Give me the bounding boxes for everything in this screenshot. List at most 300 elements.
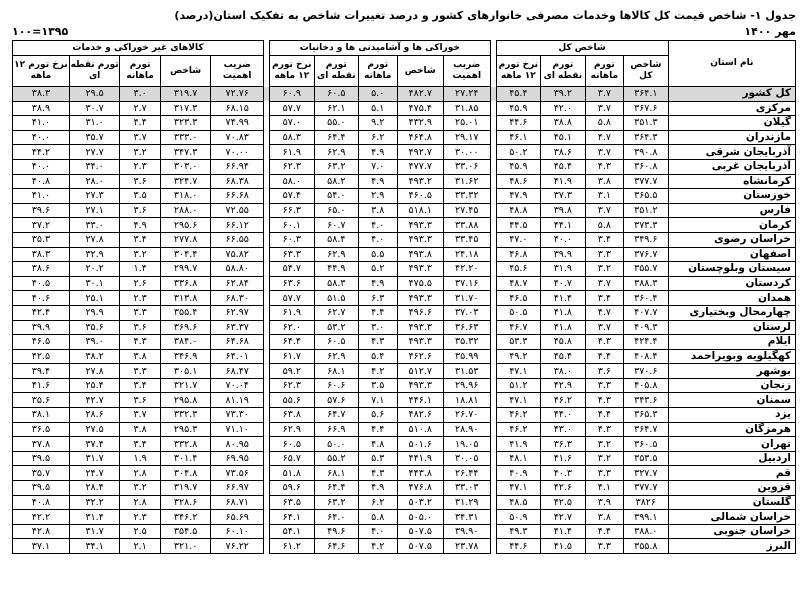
total-cell: ۴۵.۴ (541, 159, 586, 174)
province-name: خراسان شمالی (668, 510, 795, 525)
food-cell: ۵۴.۱ (270, 524, 315, 539)
food-cell: ۶۵.۰ (314, 203, 359, 218)
total-cell: ۴۷.۱ (496, 481, 541, 496)
nonfood-cell: ۱.۹ (120, 451, 160, 466)
total-cell: ۳۹.۹ (541, 247, 586, 262)
food-cell: ۶۳.۸ (270, 408, 315, 423)
nonfood-cell: ۳۳۳.۰ (160, 130, 211, 145)
province-name: هرمزگان (668, 422, 795, 437)
table-row (13, 291, 796, 306)
food-cell: ۳۳.۳۲ (444, 189, 491, 204)
food-cell: ۶۴.۰ (314, 510, 359, 525)
food-cell: ۳۵.۳۲ (444, 335, 491, 350)
nonfood-cell: ۳۴۶.۲ (160, 510, 211, 525)
food-cell: ۲۷.۲۴ (444, 87, 491, 102)
food-cell: ۶۲.۹ (270, 422, 315, 437)
food-cell: ۴۸۲.۷ (397, 87, 444, 102)
total-cell: ۳۶۵.۳ (624, 408, 669, 423)
food-cell: ۵۷.۶ (314, 393, 359, 408)
food-cell: ۵۸.۴ (314, 232, 359, 247)
total-cell: ۳.۲ (585, 437, 623, 452)
total-cell: ۳۹.۸ (541, 203, 586, 218)
food-cell: ۳۱.۸۵ (444, 101, 491, 116)
total-cell: ۴۵.۱ (541, 130, 586, 145)
nonfood-cell: ۳۹.۵ (13, 481, 70, 496)
nonfood-cell: ۴۲.۲ (13, 510, 70, 525)
food-cell: ۱۹.۰۵ (444, 437, 491, 452)
nonfood-cell: ۲.۵ (120, 524, 160, 539)
total-cell: ۳۴۳.۶ (624, 393, 669, 408)
total-cell: ۴۵.۴ (496, 87, 541, 102)
food-cell: ۶۴.۴ (314, 481, 359, 496)
nonfood-cell: ۶۲.۹۷ (211, 305, 264, 320)
total-cell: ۴۵.۹ (496, 159, 541, 174)
nonfood-cell: ۴۲.۴ (13, 305, 70, 320)
column-gap (264, 189, 270, 204)
food-cell: ۴۸۲.۶ (397, 408, 444, 423)
nonfood-cell: ۶۴.۶۸ (211, 335, 264, 350)
table-title: جدول ۱- شاخص قیمت کل کالاها وخدمات مصرفی خانوارهای کشور و درصد تغییرات شاخص به تفکیک استان(درصد) (174, 9, 796, 22)
total-cell: ۳۷۰.۶ (624, 364, 669, 379)
nonfood-cell: ۲۸.۶ (69, 408, 120, 423)
total-cell: ۳.۷ (585, 320, 623, 335)
food-cell: ۶۴.۴ (314, 130, 359, 145)
food-cell: ۱۸.۸۱ (444, 393, 491, 408)
table-row (13, 466, 796, 481)
total-cell: ۳.۳ (585, 378, 623, 393)
base-year: ۱۰۰=۱۳۹۵ (12, 25, 69, 38)
nonfood-cell: ۲.۳ (120, 510, 160, 525)
column-gap (490, 510, 496, 525)
nonfood-cell: ۳.۶ (120, 203, 160, 218)
total-cell: ۴۱.۴ (541, 524, 586, 539)
food-cell: ۲۶.۷۰ (444, 408, 491, 423)
province-name: اصفهان (668, 247, 795, 262)
total-cell: ۴۰.۷ (541, 276, 586, 291)
food-cell: ۳۳.۴۵ (444, 232, 491, 247)
province-name: کردستان (668, 276, 795, 291)
table-row (13, 145, 796, 160)
total-cell: ۳۶۴.۱ (624, 87, 669, 102)
food-cell: ۶۴.۴ (270, 335, 315, 350)
total-cell: ۳.۷ (585, 145, 623, 160)
food-cell: ۵۸.۰ (270, 174, 315, 189)
table-row (13, 247, 796, 262)
column-gap (490, 349, 496, 364)
table-row (13, 232, 796, 247)
total-cell: ۵.۸ (585, 116, 623, 131)
nonfood-cell: ۷۲.۷۶ (211, 87, 264, 102)
total-cell: ۴۶.۸ (496, 247, 541, 262)
food-cell: ۵۴.۷ (270, 262, 315, 277)
total-cell: ۴۱.۹ (541, 174, 586, 189)
nonfood-cell: ۳.۶ (120, 174, 160, 189)
province-name: خراسان جنوبی (668, 524, 795, 539)
nonfood-cell: ۳.۳ (120, 364, 160, 379)
food-cell: ۳۱.۷۰ (444, 291, 491, 306)
province-name: تهران (668, 437, 795, 452)
nonfood-cell: ۳۹.۰ (69, 335, 120, 350)
header-cell: تورم نقطه ای (69, 56, 120, 87)
total-cell: ۳۷۶.۷ (624, 247, 669, 262)
nonfood-cell: ۲۷.۱ (69, 203, 120, 218)
food-cell: ۵۰.۰ (314, 437, 359, 452)
nonfood-cell: ۶۶.۹۴ (211, 159, 264, 174)
total-cell: ۳.۳ (585, 466, 623, 481)
food-cell: ۶.۲ (359, 495, 397, 510)
total-cell: ۴.۷ (585, 130, 623, 145)
nonfood-cell: ۳۱۸.۰ (160, 189, 211, 204)
food-cell: ۲۹.۹۶ (444, 378, 491, 393)
province-name: قم (668, 466, 795, 481)
total-cell: ۴۵.۴ (541, 349, 586, 364)
food-cell: ۶۶.۹ (314, 422, 359, 437)
nonfood-cell: ۲۹.۵ (69, 87, 120, 102)
column-gap (264, 393, 270, 408)
total-cell: ۴۳.۰ (541, 422, 586, 437)
food-cell: ۶۰.۵ (314, 87, 359, 102)
total-cell: ۳.۷ (585, 276, 623, 291)
nonfood-cell: ۳.۰ (120, 87, 160, 102)
food-cell: ۶۵.۷ (270, 451, 315, 466)
food-cell: ۴۴۱.۹ (397, 451, 444, 466)
total-cell: ۴.۳ (585, 159, 623, 174)
food-cell: ۶۴.۱ (270, 510, 315, 525)
nonfood-cell: ۳۰۴.۸ (160, 466, 211, 481)
nonfood-cell: ۳۰۵.۱ (160, 364, 211, 379)
food-cell: ۶۱.۲ (270, 539, 315, 554)
nonfood-cell: ۴۰.۰ (13, 159, 70, 174)
food-cell: ۶۰.۶ (314, 378, 359, 393)
column-gap (264, 495, 270, 510)
food-cell: ۴۶۲.۶ (397, 349, 444, 364)
total-cell: ۴۲.۰ (541, 101, 586, 116)
column-gap (490, 451, 496, 466)
column-gap (264, 539, 270, 554)
nonfood-cell: ۲۷۷.۸ (160, 232, 211, 247)
province-name: بوشهر (668, 364, 795, 379)
nonfood-cell: ۶۸.۳۸ (211, 174, 264, 189)
food-cell: ۶۳.۵ (270, 495, 315, 510)
total-cell: ۳۸.۸ (541, 116, 586, 131)
total-cell: ۴۰.۳ (541, 466, 586, 481)
food-cell: ۴۹۳.۳ (397, 218, 444, 233)
nonfood-cell: ۴۰.۵ (13, 276, 70, 291)
food-cell: ۵.۳ (359, 451, 397, 466)
food-cell: ۴.۹ (359, 145, 397, 160)
nonfood-cell: ۳۸.۲ (69, 349, 120, 364)
total-cell: ۴۰۵.۸ (624, 378, 669, 393)
nonfood-cell: ۳.۴ (120, 378, 160, 393)
nonfood-cell: ۲۷.۸ (69, 364, 120, 379)
province-name: آذربایجان شرقی (668, 145, 795, 160)
food-cell: ۳۱.۶۲ (444, 174, 491, 189)
nonfood-cell: ۲.۳ (120, 291, 160, 306)
total-cell: ۴۴.۱ (541, 218, 586, 233)
nonfood-cell: ۳۲۱.۷ (160, 378, 211, 393)
nonfood-cell: ۳۱.۷ (69, 451, 120, 466)
province-name: گیلان (668, 116, 795, 131)
nonfood-cell: ۲۹.۹ (69, 305, 120, 320)
total-cell: ۴۸.۷ (496, 276, 541, 291)
food-cell: ۴۴۳.۸ (397, 466, 444, 481)
food-cell: ۴.۰ (359, 218, 397, 233)
nonfood-cell: ۳.۵ (120, 189, 160, 204)
total-cell: ۳۶۰.۵ (624, 437, 669, 452)
total-cell: ۴۹.۲ (496, 349, 541, 364)
column-gap (264, 349, 270, 364)
food-cell: ۵۹.۶ (270, 481, 315, 496)
table-row (13, 116, 796, 131)
total-cell: ۴۴.۵ (496, 218, 541, 233)
food-cell: ۹.۲ (359, 116, 397, 131)
column-gap (490, 247, 496, 262)
header-cell: تورم ماهانه (120, 56, 160, 87)
food-cell: ۵۰۷.۵ (397, 524, 444, 539)
column-gap (264, 145, 270, 160)
column-gap (490, 174, 496, 189)
food-cell: ۲۷.۴۵ (444, 203, 491, 218)
nonfood-cell: ۳۳۲.۳ (160, 408, 211, 423)
nonfood-cell: ۳۱۹.۷ (160, 87, 211, 102)
food-cell: ۳۰.۰۵ (444, 451, 491, 466)
food-cell: ۶۲.۰ (270, 320, 315, 335)
inflation-table (12, 40, 796, 554)
column-gap (264, 364, 270, 379)
province-name: البرز (668, 539, 795, 554)
province-name: سیستان وبلوچستان (668, 262, 795, 277)
column-gap (490, 393, 496, 408)
nonfood-cell: ۳۱۷.۳ (160, 101, 211, 116)
province-name: خوزستان (668, 189, 795, 204)
food-cell: ۶۰.۹ (270, 87, 315, 102)
column-gap (490, 539, 496, 554)
food-cell: ۴.۴ (359, 305, 397, 320)
nonfood-cell: ۲۷.۷ (69, 145, 120, 160)
table-meta (12, 24, 796, 40)
nonfood-cell: ۳.۲ (120, 145, 160, 160)
nonfood-cell: ۳۹.۵ (13, 451, 70, 466)
total-cell: ۳۲۷.۷ (624, 466, 669, 481)
food-cell: ۵۱۰.۸ (397, 422, 444, 437)
total-cell: ۳۸۸.۰ (624, 524, 669, 539)
nonfood-cell: ۲.۶ (120, 276, 160, 291)
total-cell: ۵۳.۳ (496, 335, 541, 350)
food-cell: ۶۲.۹ (314, 145, 359, 160)
food-cell: ۴.۲ (359, 539, 397, 554)
food-cell: ۷.۰ (359, 159, 397, 174)
column-gap (264, 437, 270, 452)
total-cell: ۳۷۳.۳ (624, 218, 669, 233)
column-gap (264, 159, 270, 174)
nonfood-cell: ۴۱.۰ (13, 189, 70, 204)
nonfood-cell: ۳۰۳.۰ (160, 159, 211, 174)
food-cell: ۳۱.۲۹ (444, 495, 491, 510)
food-cell: ۶۸.۱ (314, 364, 359, 379)
column-gap (264, 408, 270, 423)
total-cell: ۳۶۴.۷ (624, 422, 669, 437)
food-cell: ۴۷۷.۷ (397, 159, 444, 174)
nonfood-cell: ۳۱.۷ (69, 524, 120, 539)
food-cell: ۳۷.۱۶ (444, 276, 491, 291)
total-cell: ۴۰۸.۴ (624, 349, 669, 364)
table-row (13, 189, 796, 204)
column-gap (490, 481, 496, 496)
total-cell: ۴۱.۹ (496, 437, 541, 452)
nonfood-cell: ۸۰.۹۵ (211, 437, 264, 452)
table-row (13, 539, 796, 554)
total-cell: ۳.۷ (585, 101, 623, 116)
food-cell: ۲۹.۱۷ (444, 130, 491, 145)
header-group-nonfood: کالاهای غیر خوراکی و خدمات (13, 41, 264, 56)
nonfood-cell: ۲۹۵.۸ (160, 393, 211, 408)
total-cell: ۴۱.۸ (541, 320, 586, 335)
food-cell: ۲۸.۹۰ (444, 422, 491, 437)
nonfood-cell: ۳۶۹.۶ (160, 320, 211, 335)
total-cell: ۳.۴ (585, 291, 623, 306)
column-gap (490, 262, 496, 277)
food-cell: ۴۴.۹ (314, 262, 359, 277)
food-cell: ۵.۱ (359, 101, 397, 116)
column-gap (264, 276, 270, 291)
food-cell: ۶۴.۶ (314, 539, 359, 554)
nonfood-cell: ۴۲.۷ (69, 393, 120, 408)
food-cell: ۵۵.۰ (314, 116, 359, 131)
food-cell: ۴۹۳.۳ (397, 320, 444, 335)
column-gap (490, 203, 496, 218)
header-group-food: خوراکی ها و آشامیدنی ها و دخانیات (270, 41, 490, 56)
column-gap (490, 218, 496, 233)
food-cell: ۳۳.۸۸ (444, 218, 491, 233)
food-cell: ۴۹۳.۳ (397, 262, 444, 277)
nonfood-cell: ۳۵۴.۵ (160, 524, 211, 539)
nonfood-cell: ۲.۳ (120, 159, 160, 174)
province-name: لرستان (668, 320, 795, 335)
food-cell: ۶۰.۵ (270, 437, 315, 452)
nonfood-cell: ۳.۳ (120, 305, 160, 320)
header-province: نام استان (668, 41, 795, 87)
food-cell: ۵۸.۲ (314, 174, 359, 189)
food-cell: ۵.۰ (359, 87, 397, 102)
column-gap (490, 335, 496, 350)
food-cell: ۲۳.۷۸ (444, 539, 491, 554)
column-gap (264, 305, 270, 320)
food-cell: ۵۱.۵ (314, 291, 359, 306)
food-cell: ۵.۲ (359, 262, 397, 277)
nonfood-cell: ۳۸.۹ (13, 101, 70, 116)
table-row (13, 481, 796, 496)
nonfood-cell: ۳۰۴.۴ (160, 247, 211, 262)
food-cell: ۳.۵ (359, 378, 397, 393)
table-row (13, 524, 796, 539)
nonfood-cell: ۶۲.۸۴ (211, 276, 264, 291)
nonfood-cell: ۳۱۹.۷ (160, 481, 211, 496)
nonfood-cell: ۶۵.۶۹ (211, 510, 264, 525)
food-cell: ۴.۹ (359, 276, 397, 291)
food-cell: ۳۳.۰۳ (444, 481, 491, 496)
total-cell: ۴.۳ (585, 422, 623, 437)
column-gap (490, 378, 496, 393)
total-cell: ۵۰.۹ (496, 510, 541, 525)
nonfood-cell: ۷۱.۱۰ (211, 422, 264, 437)
table-row (13, 335, 796, 350)
province-name: زنجان (668, 378, 795, 393)
food-cell: ۴۹۳.۸ (397, 247, 444, 262)
nonfood-cell: ۳۰۱.۴ (160, 451, 211, 466)
food-cell: ۶۱.۹ (270, 305, 315, 320)
nonfood-cell: ۲۷.۸ (69, 232, 120, 247)
nonfood-cell: ۳.۷ (120, 130, 160, 145)
food-cell: ۳۴.۳۱ (444, 510, 491, 525)
total-cell: ۴۶.۵ (496, 291, 541, 306)
nonfood-cell: ۶۹.۹۵ (211, 451, 264, 466)
nonfood-cell: ۶۶.۱۲ (211, 218, 264, 233)
food-cell: ۴.۳ (359, 335, 397, 350)
food-cell: ۶۲.۱ (314, 101, 359, 116)
table-body (13, 87, 796, 554)
nonfood-cell: ۲۸۸.۰ (160, 203, 211, 218)
food-cell: ۴۹۳.۳ (397, 291, 444, 306)
nonfood-cell: ۷۰.۰۴ (211, 378, 264, 393)
total-cell: ۳.۲ (585, 262, 623, 277)
header-cell: نرخ تورم ۱۲ ماهه (270, 56, 315, 87)
province-name: گلستان (668, 495, 795, 510)
food-cell: ۵۱.۸ (270, 466, 315, 481)
total-cell: ۳.۴ (585, 232, 623, 247)
total-cell: ۳۵۱.۲ (624, 203, 669, 218)
nonfood-cell: ۳.۶ (120, 320, 160, 335)
nonfood-cell: ۳۵.۷ (69, 130, 120, 145)
total-cell: ۴۲.۷ (541, 510, 586, 525)
total-cell: ۴۰.۹ (496, 466, 541, 481)
nonfood-cell: ۳۱۳.۸ (160, 291, 211, 306)
header-cell: تورم نقطه ای (541, 56, 586, 87)
column-gap (490, 320, 496, 335)
total-cell: ۵۰.۲ (496, 145, 541, 160)
food-cell: ۵۵.۲ (314, 451, 359, 466)
food-cell: ۶۴.۷ (314, 408, 359, 423)
nonfood-cell: ۳۸.۶ (13, 262, 70, 277)
nonfood-cell: ۳۳.۰ (69, 218, 120, 233)
column-gap (490, 422, 496, 437)
total-cell: ۳.۳ (585, 247, 623, 262)
total-cell: ۳.۷ (585, 203, 623, 218)
food-cell: ۵.۸ (359, 510, 397, 525)
food-cell: ۵.۶ (359, 408, 397, 423)
nonfood-cell: ۲۹۵.۶ (160, 218, 211, 233)
nonfood-cell: ۳۰.۷ (69, 101, 120, 116)
column-gap (490, 87, 496, 102)
food-cell: ۴۳۲.۹ (397, 116, 444, 131)
nonfood-cell: ۳۵.۳ (13, 232, 70, 247)
food-cell: ۵.۵ (359, 247, 397, 262)
column-gap (264, 262, 270, 277)
column-gap (264, 510, 270, 525)
nonfood-cell: ۷۴.۹۹ (211, 116, 264, 131)
total-cell: ۴۶.۲ (496, 408, 541, 423)
column-gap (490, 408, 496, 423)
total-cell: ۴۶.۲ (541, 393, 586, 408)
nonfood-cell: ۳۸.۳ (13, 87, 70, 102)
table-row (13, 349, 796, 364)
food-cell: ۶۲.۳ (270, 159, 315, 174)
nonfood-cell: ۳۷.۱ (13, 539, 70, 554)
total-cell: ۳۶۰.۸ (624, 159, 669, 174)
column-gap (490, 437, 496, 452)
food-cell: ۴۹۳.۳ (397, 335, 444, 350)
nonfood-cell: ۳۰.۱ (69, 276, 120, 291)
report-date: مهر ۱۴۰۰ (744, 25, 796, 38)
